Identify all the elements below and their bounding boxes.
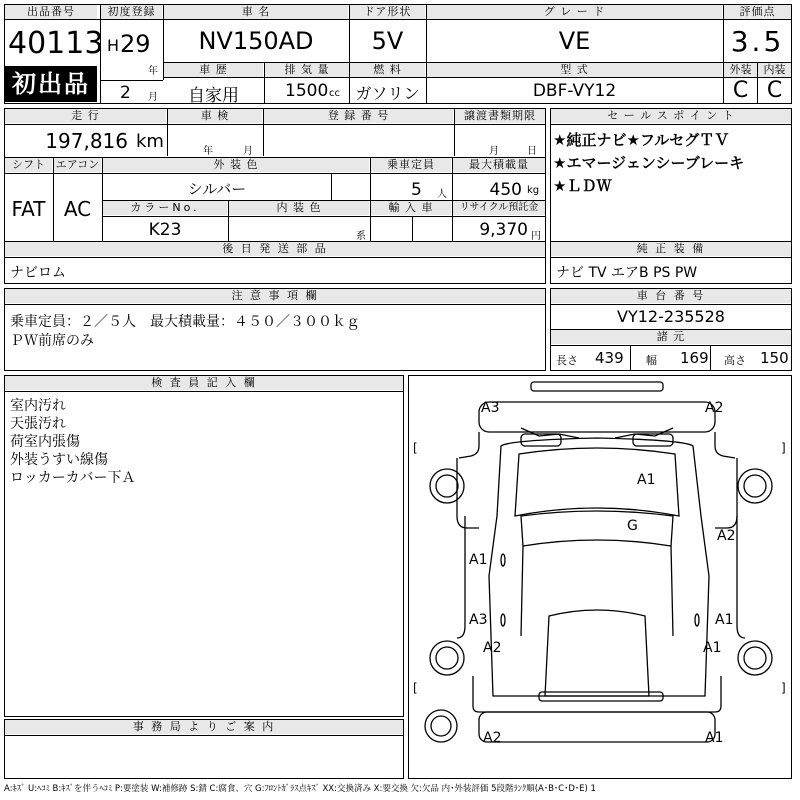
max-load: 450	[489, 180, 522, 200]
capacity: 5	[411, 180, 422, 200]
year-unit: 年	[148, 66, 158, 77]
mileage: 197,816	[45, 129, 128, 153]
inspection-month-unit: 月	[243, 146, 253, 157]
grade: VE	[558, 27, 591, 55]
mileage-unit: km	[136, 131, 164, 152]
notes-line-1: 乗車定員：２／５人 最大積載量：４５０／３００ｋｇ	[10, 314, 360, 330]
inspector-note-2: 天張汚れ	[10, 416, 66, 432]
model-name: NV150AD	[198, 27, 314, 55]
mark-right-front-fender: A2	[717, 528, 736, 544]
mark-front-left: A3	[481, 400, 500, 416]
model-code-label: 型 式	[427, 63, 722, 77]
oem-equipment-label: 純 正 装 備	[551, 242, 791, 256]
notes-line-2: ＰＷ前席のみ	[10, 333, 94, 349]
ac-label: エアコン	[55, 158, 100, 171]
mark-windshield: G	[627, 518, 638, 534]
inspector-note-5: ロッカーカバー下Ａ	[10, 470, 136, 486]
length-label: 長さ	[556, 354, 578, 367]
inspector-note-3: 荷室内張傷	[10, 434, 80, 450]
int-color-suffix: 系	[356, 231, 366, 242]
sales-points-label: セ ー ル ス ポ イ ン ト	[551, 109, 791, 123]
svg-text:]: ]	[781, 441, 786, 455]
mark-left-rear-quarter: A2	[483, 640, 502, 656]
fuel: ガソリン	[355, 84, 420, 103]
exterior-grade: C	[732, 78, 749, 103]
capacity-label: 乗車定員	[371, 158, 451, 172]
mileage-label: 走 行	[5, 109, 166, 123]
first-reg-label: 初度登録	[101, 5, 162, 19]
car-diagram-svg	[409, 376, 792, 779]
inspector-label: 検 査 員 記 入 欄	[5, 376, 403, 390]
score: 3.5	[730, 25, 785, 58]
max-load-unit: kg	[527, 185, 540, 196]
inspection-label: 車 検	[168, 109, 262, 123]
svg-text:[: [	[413, 681, 418, 695]
notes-label: 注 意 事 項 欄	[5, 289, 545, 303]
chassis-number: VY12-235528	[617, 307, 725, 326]
mark-front-right: A2	[705, 400, 724, 416]
reg-year: 29	[120, 30, 151, 58]
shift-label: シフト	[5, 158, 52, 172]
width: 169	[680, 349, 709, 367]
int-color-label: 内 装 色	[229, 201, 369, 215]
history: 自家用	[188, 86, 239, 106]
sales-point-3: ★ＬＤＷ	[553, 177, 612, 195]
fuel-label: 燃 料	[350, 63, 425, 77]
max-load-label: 最大積載量	[453, 158, 545, 172]
transfer-label: 譲渡書類期限	[455, 109, 545, 123]
mark-roof: A1	[637, 472, 656, 488]
mark-right-rear-quarter: A1	[703, 640, 722, 656]
door-type: 5V	[371, 27, 404, 55]
displacement-label: 排 気 量	[265, 63, 349, 77]
svg-text:[: [	[413, 441, 418, 455]
ac: AC	[63, 197, 92, 221]
legend: A:ｷｽﾞ U:ﾍｺﾐ B:ｷｽﾞを伴うﾍｺﾐ P:要塗装 W:補修跡 S:錆 C:腐食、穴 G:ﾌﾛﾝﾄｶﾞﾗｽ点ｷｽﾞ XX:交換済み X:要交換 欠:欠品 内･外装評価 5段階ﾗﾝｸ順(A･B･C･D･E) 1	[4, 784, 596, 794]
mark-left-front-door: A1	[469, 552, 488, 568]
import-label: 輸 入 車	[371, 201, 451, 215]
oem-equipment-value: ナビ TV エアB PS PW	[556, 265, 698, 281]
length: 439	[595, 349, 624, 367]
lot-no-label: 出品番号	[5, 5, 97, 19]
mark-rear-left: A2	[483, 730, 502, 746]
mark-left-rear-door: A3	[469, 612, 488, 628]
recycle-deposit: 9,370	[479, 220, 528, 240]
model-name-label: 車 名	[164, 5, 348, 19]
grade-label: グ レ ー ド	[427, 5, 722, 19]
shift: FAT	[11, 197, 46, 221]
later-parts-label: 後 日 発 送 部 品	[5, 242, 545, 256]
office-label: 事 務 局 よ り ご 案 内	[5, 720, 403, 734]
ext-color: シルバー	[187, 180, 247, 198]
height: 150	[760, 349, 789, 367]
height-label: 高さ	[724, 354, 746, 367]
recycle-label: リサイクル預託金	[453, 201, 545, 215]
mark-rear-right: A1	[705, 730, 724, 746]
dims-label: 諸 元	[551, 330, 791, 344]
month-unit: 月	[148, 92, 158, 103]
inspector-note-4: 外装うすい線傷	[10, 452, 108, 468]
model-code: DBF-VY12	[532, 81, 617, 101]
lot-number: 40113	[8, 26, 104, 61]
displacement-unit: cc	[329, 88, 340, 99]
sales-point-2: ★エマージェンシーブレーキ	[553, 154, 745, 172]
capacity-unit: 人	[437, 189, 447, 200]
ext-color-label: 外 装 色	[103, 158, 369, 172]
color-no: K23	[148, 220, 182, 240]
score-label: 評価点	[724, 5, 791, 19]
recycle-unit: 円	[531, 231, 541, 242]
chassis-label: 車 台 番 号	[551, 289, 791, 303]
interior-grade: C	[766, 78, 783, 103]
transfer-month-unit: 月	[489, 146, 499, 157]
interior-label: 内装	[758, 63, 791, 77]
first-listing-badge: 初出品	[5, 66, 97, 102]
displacement: 1500	[285, 81, 329, 101]
sales-point-1: ★純正ナビ★フルセグＴＶ	[553, 131, 730, 149]
inspection-year-unit: 年	[203, 146, 213, 157]
exterior-label: 外装	[724, 63, 757, 77]
plate-label: 登 録 番 号	[264, 109, 453, 123]
transfer-day-unit: 日	[527, 146, 537, 157]
inspector-note-1: 室内汚れ	[10, 398, 66, 414]
color-no-label: カラーNo.	[103, 201, 227, 215]
svg-text:]: ]	[781, 681, 786, 695]
reg-month: 2	[120, 83, 131, 103]
history-label: 車 歴	[164, 63, 263, 77]
mark-right-rear-door: A1	[715, 612, 734, 628]
width-label: 幅	[646, 354, 657, 367]
damage-diagram	[408, 375, 792, 779]
era-prefix: H	[107, 36, 120, 55]
door-label: ドア形状	[350, 5, 425, 19]
later-parts-value: ナビロム	[10, 265, 66, 281]
